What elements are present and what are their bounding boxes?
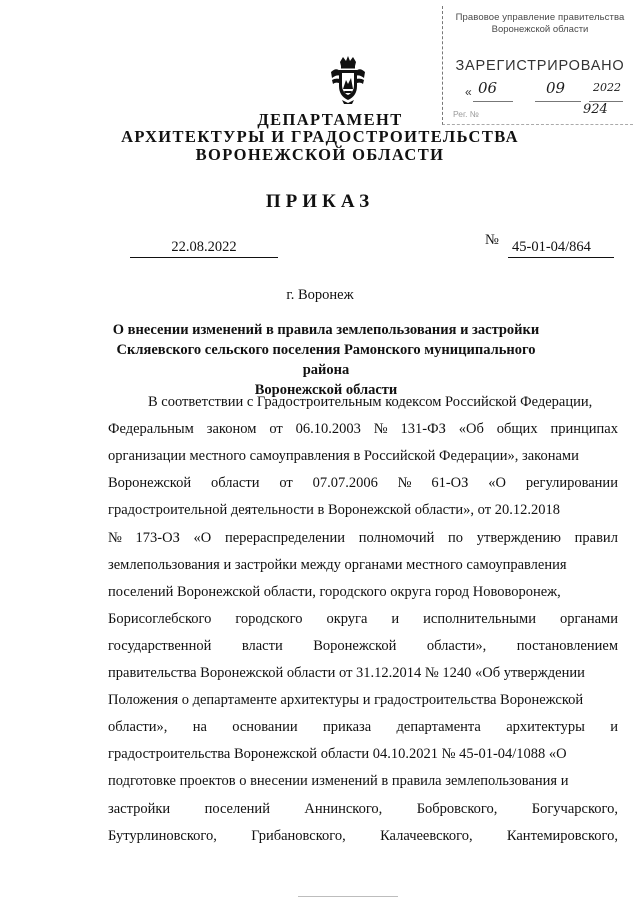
subject-line-1: О внесении изменений в правила землепользования и застройки xyxy=(112,322,540,338)
body-word: 61-ОЗ xyxy=(431,475,469,491)
stamp-month-underline xyxy=(535,101,581,102)
body-word: принципах xyxy=(550,421,618,437)
body-word: и xyxy=(610,719,618,735)
registration-stamp xyxy=(442,6,633,125)
page-bottom-mark xyxy=(298,896,398,897)
body-word: на xyxy=(192,719,207,735)
body-word: Воронежской xyxy=(313,638,397,654)
order-number-sign: № xyxy=(485,232,499,248)
body-word: по xyxy=(448,530,464,546)
body-word: архитектуры xyxy=(506,719,585,735)
voronezh-coat-of-arms-icon xyxy=(329,56,367,104)
body-word: приказа xyxy=(322,719,372,735)
stamp-date-day: 06 xyxy=(478,79,498,97)
body-word: 173-ОЗ xyxy=(135,530,180,546)
body-line xyxy=(108,584,618,601)
body-word: градостроительства Воронежской области 04.10.2021 № 45-01-04/1088 «О xyxy=(108,746,567,762)
body-word: 131-ФЗ xyxy=(400,421,446,437)
body-word: Калачеевского, xyxy=(380,828,473,844)
document-type-title: ПРИКАЗ xyxy=(265,191,375,212)
body-word: Воронежской xyxy=(108,475,192,491)
body-word: области», xyxy=(426,638,487,654)
body-line xyxy=(108,773,618,790)
department-title-line-3: ВОРОНЕЖСКОЙ ОБЛАСТИ xyxy=(195,145,445,164)
stamp-registered-text: ЗАРЕГИСТРИРОВАНО xyxy=(455,58,625,74)
body-word: государственной xyxy=(108,638,212,654)
body-word: законом xyxy=(206,421,257,437)
stamp-day-underline xyxy=(473,101,513,102)
body-word: правительства Воронежской области от 31.12.2014 № 1240 «Об утверждении xyxy=(108,665,585,681)
body-word: № xyxy=(397,475,412,491)
body-word: утверждению xyxy=(476,530,561,546)
city-line: г. Воронеж xyxy=(286,287,354,303)
body-word: округа xyxy=(326,611,368,627)
body-word: общих xyxy=(496,421,538,437)
order-subject xyxy=(95,320,557,400)
body-word: полномочий xyxy=(358,530,435,546)
body-word: Аннинского, xyxy=(304,801,383,817)
body-word: Федеральным xyxy=(108,421,194,437)
body-word: городского xyxy=(235,611,303,627)
body-word: застройки xyxy=(108,801,171,817)
body-word: поселений Воронежской области, городского округа город Нововоронеж, xyxy=(108,584,561,600)
body-word: Бутурлиновского, xyxy=(108,828,217,844)
stamp-org-line-2: Воронежской области xyxy=(491,24,589,35)
stamp-reg-number-label: Рег. № xyxy=(453,109,479,119)
body-word: области», xyxy=(108,719,168,735)
body-line xyxy=(108,828,618,845)
body-word: № xyxy=(108,530,122,546)
department-title-line-2: АРХИТЕКТУРЫ И ГРАДОСТРОИТЕЛЬСТВА xyxy=(121,127,519,146)
body-word: постановлением xyxy=(516,638,618,654)
subject-line-3: Воронежской области xyxy=(254,382,398,398)
body-line xyxy=(108,448,618,465)
stamp-date-year: 2022 xyxy=(593,81,621,94)
body-word: исполнительными xyxy=(423,611,536,627)
body-word: В соответствии с Градостроительным кодексом Российской Федерации, xyxy=(148,394,593,410)
body-word: власти xyxy=(241,638,283,654)
body-line xyxy=(108,719,618,736)
body-word: основании xyxy=(232,719,298,735)
body-word: Грибановского, xyxy=(251,828,346,844)
body-word: органами xyxy=(559,611,618,627)
body-line xyxy=(108,502,618,519)
body-word: области xyxy=(210,475,260,491)
department-title-line-1: ДЕПАРТАМЕНТ xyxy=(257,110,403,129)
body-line xyxy=(108,665,618,682)
body-line xyxy=(108,557,618,574)
body-word: департамента xyxy=(396,719,481,735)
body-line xyxy=(108,638,618,655)
body-word: 06.10.2003 xyxy=(295,421,361,437)
body-word: № xyxy=(373,421,388,437)
order-number: 45-01-04/864 xyxy=(508,237,614,258)
body-line xyxy=(108,692,618,709)
body-word: перераспределении xyxy=(224,530,345,546)
body-word: от xyxy=(269,421,283,437)
order-date: 22.08.2022 xyxy=(130,237,278,258)
body-word: и xyxy=(391,611,400,627)
body-word: землепользования и застройки между органами местного самоуправления xyxy=(108,557,567,573)
body-word: Бобровского, xyxy=(416,801,498,817)
stamp-org-line-1: Правовое управление правительства xyxy=(455,12,625,23)
body-word: Борисоглебского xyxy=(108,611,212,627)
body-word: правил xyxy=(574,530,618,546)
body-word: «Об xyxy=(458,421,484,437)
body-word: Положения о департаменте архитектуры и градостроительства Воронежской xyxy=(108,692,584,708)
stamp-date-quote: « xyxy=(465,85,472,99)
subject-line-2: Скляевского сельского поселения Рамонского муниципального района xyxy=(116,342,536,378)
body-word: от xyxy=(279,475,293,491)
body-line xyxy=(108,746,618,763)
body-line xyxy=(108,475,618,492)
body-word: Кантемировского, xyxy=(506,828,618,844)
body-word: поселений xyxy=(204,801,270,817)
body-line xyxy=(148,394,618,411)
body-line xyxy=(108,530,618,547)
body-word: «О xyxy=(488,475,506,491)
stamp-reg-number: 924 xyxy=(583,102,608,117)
stamp-date-month: 09 xyxy=(546,79,566,97)
body-word: подготовке проектов о внесении изменений в правила землепользования и xyxy=(108,773,569,789)
body-word: организации местного самоуправления в Российской Федерации», законами xyxy=(108,448,579,464)
body-line xyxy=(108,801,618,818)
body-line xyxy=(108,421,618,438)
body-word: «О xyxy=(193,530,212,546)
body-word: регулировании xyxy=(525,475,618,491)
body-word: 07.07.2006 xyxy=(312,475,378,491)
body-word: Богучарского, xyxy=(531,801,618,817)
body-word: градостроительной деятельности в Воронежской области», от 20.12.2018 xyxy=(108,502,560,518)
body-line xyxy=(108,611,618,628)
